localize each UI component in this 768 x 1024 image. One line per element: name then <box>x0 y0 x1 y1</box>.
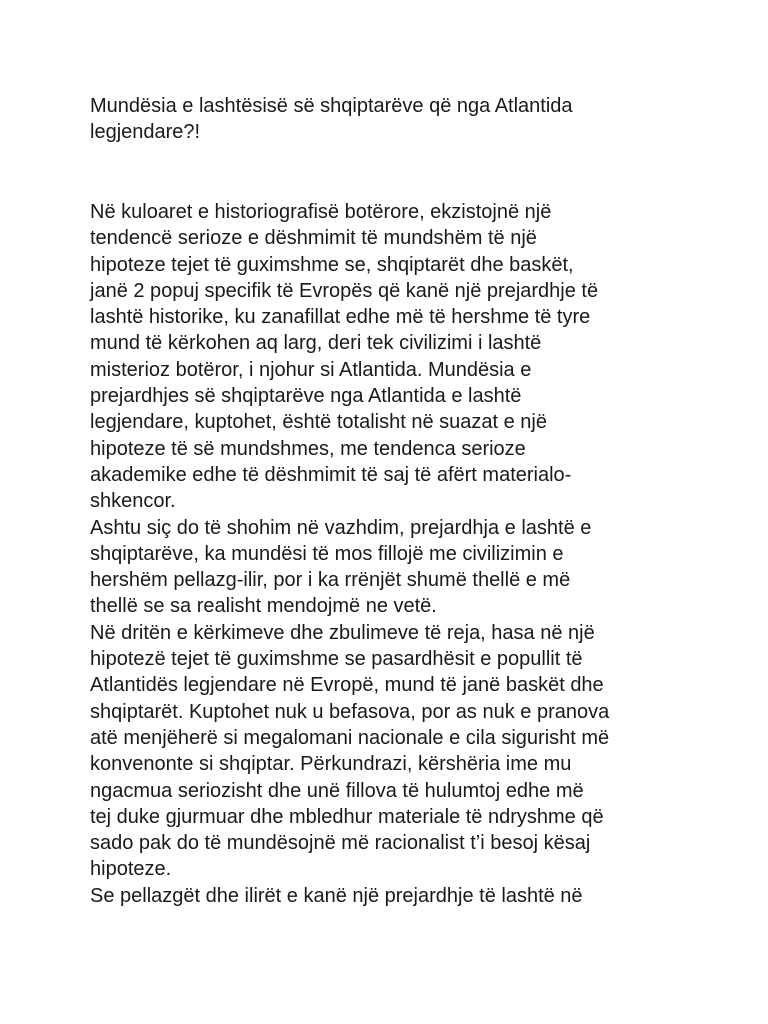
body-line: Atlantidës legjendare në Evropë, mund të janë baskët dhe <box>90 674 604 697</box>
body-line: thellë se sa realisht mendojmë ne vetë. <box>90 595 437 618</box>
body-line: janë 2 popuj specifik të Evropës që kanë një prejardhje të <box>90 279 599 302</box>
title-line: legjendare?! <box>90 121 201 144</box>
body-line: mund të kërkohen aq larg, deri tek civilizimi i lashtë <box>90 332 542 355</box>
body-line: lashtë historike, ku zanafillat edhe më të hershme të tyre <box>90 306 591 329</box>
body-line: shqiptarëve, ka mundësi të mos fillojë me civilizimin e <box>90 542 564 565</box>
body-line: hipoteze tejet të guximshme se, shqiptarët dhe baskët, <box>90 253 574 276</box>
body-line: Në dritën e kërkimeve dhe zbulimeve të reja, hasa në një <box>90 621 595 644</box>
document-title <box>90 93 690 146</box>
body-line: hipoteze. <box>90 858 172 881</box>
body-line: hipoteze të së mundshmes, me tendenca serioze <box>90 437 526 460</box>
body-line: akademike edhe të dëshmimit të saj të afërt materialo- <box>90 463 572 486</box>
body-line: legjendare, kuptohet, është totalisht në suazat e një <box>90 411 547 434</box>
body-line: Se pellazgët dhe ilirët e kanë një prejardhje të lashtë në <box>90 884 583 907</box>
body-line: shkencor. <box>90 490 176 513</box>
body-line: ngacmua seriozisht dhe unë fillova të hulumtoj edhe më <box>90 779 584 802</box>
body-line: atë menjëherë si megalomani nacionale e cila sigurisht më <box>90 726 610 749</box>
body-line: Ashtu siç do të shohim në vazhdim, prejardhja e lashtë e <box>90 516 592 539</box>
body-line: Në kuloaret e historiografisë botërore, ekzistojnë një <box>90 201 552 223</box>
body-line: prejardhjes së shqiptarëve nga Atlantida e lashtë <box>90 385 522 408</box>
body-line: shqiptarët. Kuptohet nuk u befasova, por as nuk e pranova <box>90 700 610 723</box>
body-line: sado pak do të mundësojnë më racionalist t’i besoj kësaj <box>90 832 591 855</box>
title-line: Mundësia e lashtësisë së shqiptarëve që nga Atlantida <box>90 95 573 117</box>
document-body <box>90 199 690 909</box>
body-line: hipotezë tejet të guximshme se pasardhësit e popullit të <box>90 648 583 671</box>
body-line: hershëm pellazg-ilir, por i ka rrënjët shumë thellë e më <box>90 569 571 592</box>
body-line: tendencë serioze e dëshmimit të mundshëm të një <box>90 227 537 250</box>
body-line: tej duke gjurmuar dhe mbledhur materiale të ndryshme që <box>90 805 604 828</box>
body-line: misterioz botëror, i njohur si Atlantida. Mundësia e <box>90 358 532 381</box>
body-line: konvenonte si shqiptar. Përkundrazi, kërshëria ime mu <box>90 753 572 776</box>
